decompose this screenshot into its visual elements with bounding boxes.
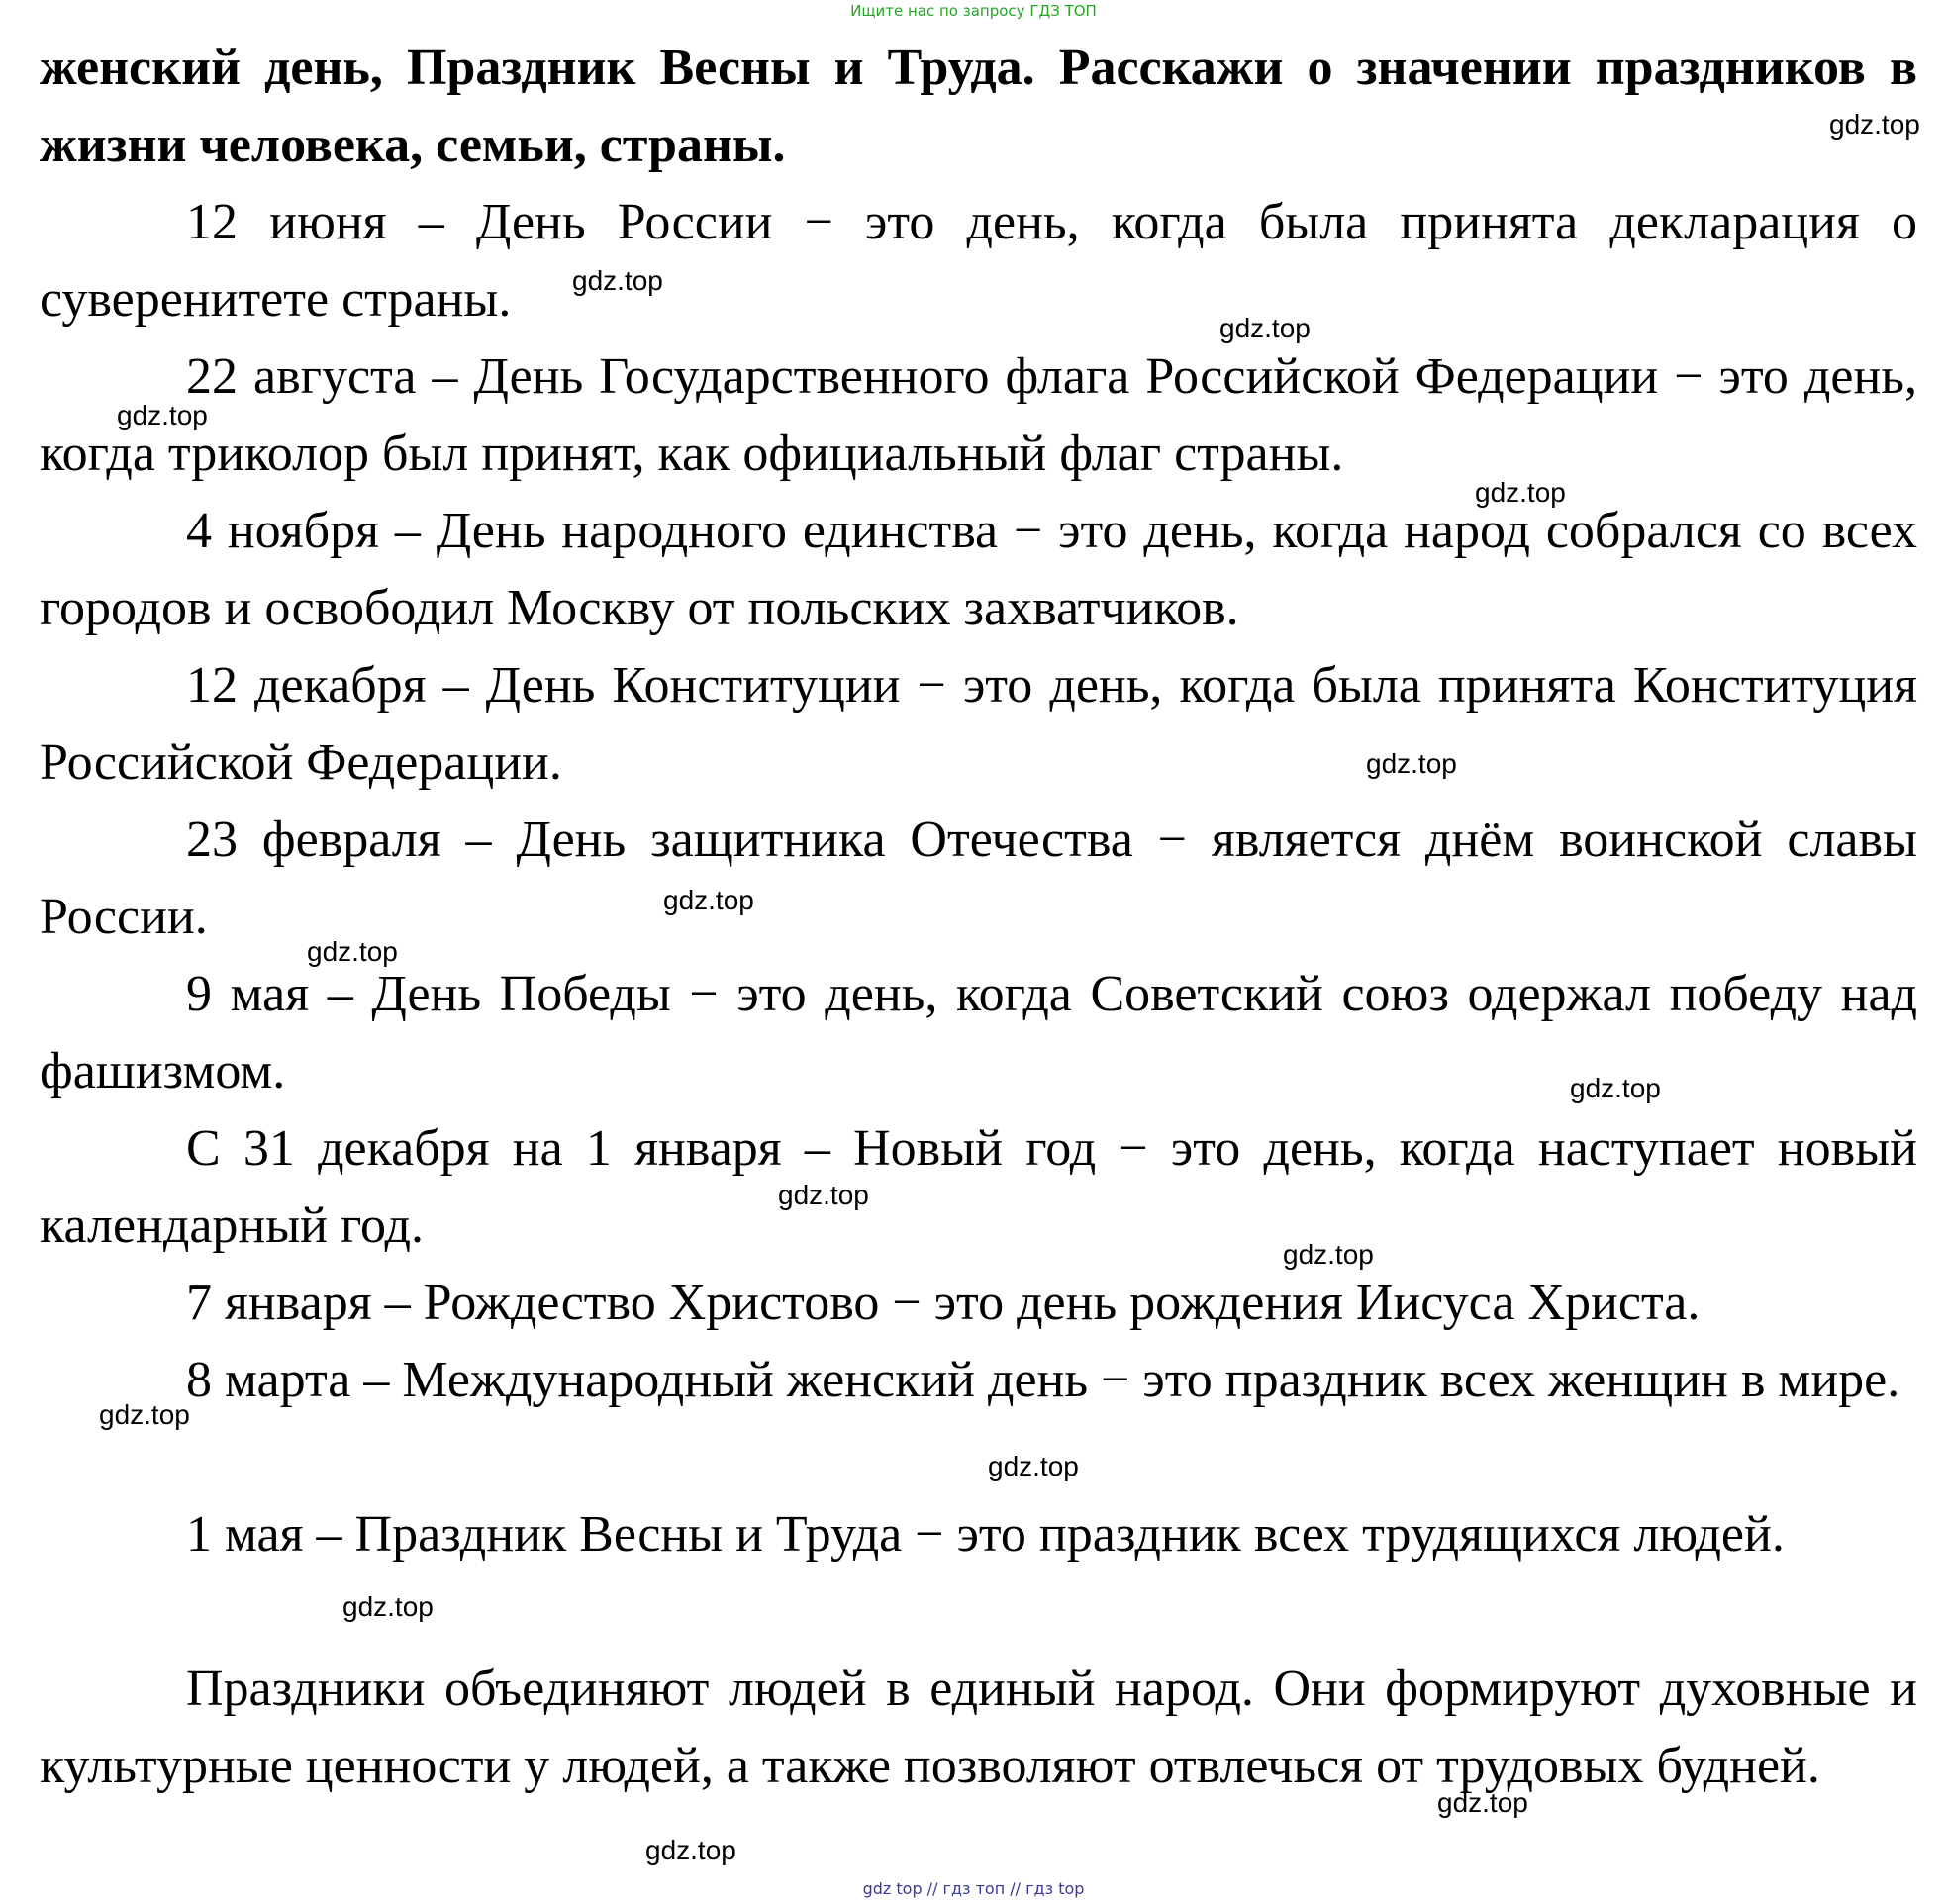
paragraph-defender-day: 23 февраля – День защитника Отечества − является днём воинской славы России. (40, 811, 1917, 945)
paragraph-russia-day: 12 июня – День России − это день, когда была принята декларация о суверенитете страны. (40, 194, 1917, 328)
watermark: gdz.top (1570, 1073, 1661, 1103)
paragraph-unity-day: 4 ноября – День народного единства − это день, когда народ собрался со всех городов и освободил Москву от польских захватчиков. (40, 503, 1917, 636)
watermark: gdz.top (1437, 1787, 1528, 1818)
watermark: gdz.top (99, 1399, 190, 1430)
watermark: gdz.top (1829, 109, 1920, 140)
watermark: gdz.top (1283, 1239, 1374, 1270)
task-heading: женский день, Праздник Весны и Труда. Расскажи о значении праздников в жизни человека, семьи, страны. (40, 40, 1917, 173)
watermark: gdz.top (342, 1591, 434, 1622)
watermark: gdz.top (645, 1835, 736, 1865)
watermark: gdz.top (663, 885, 754, 915)
watermark: gdz.top (307, 936, 398, 967)
watermark: gdz.top (988, 1451, 1079, 1481)
paragraph-womens-day: 8 марта – Международный женский день − это праздник всех женщин в мире. (186, 1352, 1900, 1408)
watermark: gdz.top (1475, 477, 1566, 508)
watermark: gdz.top (117, 400, 208, 430)
watermark: gdz.top (1219, 313, 1311, 343)
paragraph-new-year: С 31 декабря на 1 января – Новый год − это день, когда наступает новый календарный год. (40, 1120, 1917, 1254)
watermark: gdz.top (572, 265, 663, 296)
watermark: gdz.top (1366, 748, 1457, 779)
footer-note: gdz top // гдз топ // гдз top (862, 1879, 1085, 1898)
paragraph-victory-day: 9 мая – День Победы − это день, когда Советский союз одержал победу над фашизмом. (40, 966, 1917, 1099)
paragraph-labour-day: 1 мая – Праздник Весны и Труда − это праздник всех трудящихся людей. (186, 1506, 1785, 1563)
top-note: Ищите нас по запросу ГДЗ ТОП (850, 2, 1097, 20)
watermark: gdz.top (778, 1180, 869, 1210)
paragraph-flag-day: 22 августа – День Государственного флага Российской Федерации − это день, когда триколор был принят, как официальный флаг страны. (40, 348, 1917, 482)
paragraph-conclusion: Праздники объединяют людей в единый народ. Они формируют духовные и культурные ценности у людей, а также позволяют отвлечься от трудовых будней. (40, 1661, 1917, 1794)
paragraph-constitution-day: 12 декабря – День Конституции − это день, когда была принята Конституция Российской Федерации. (40, 657, 1917, 791)
paragraph-christmas: 7 января – Рождество Христово − это день рождения Иисуса Христа. (186, 1275, 1701, 1331)
